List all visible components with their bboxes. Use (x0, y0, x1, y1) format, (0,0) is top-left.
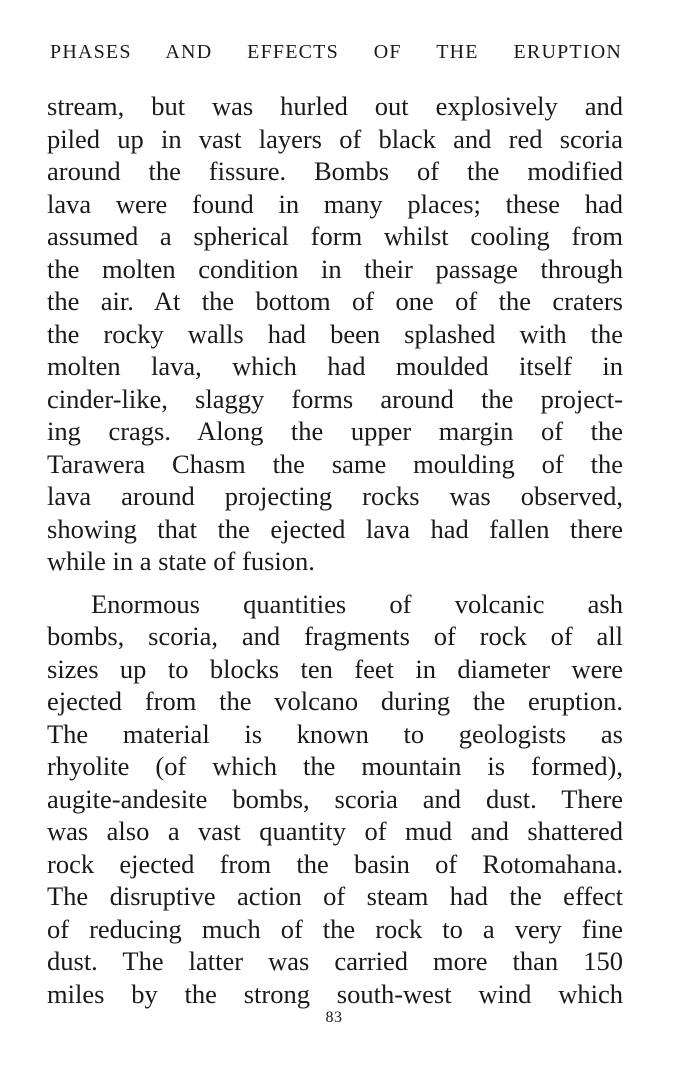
text-line: lava were found in many places; these had (47, 188, 623, 219)
text-line: while in a state of fusion. (47, 546, 315, 576)
text-line: of reducing much of the rock to a very fine (47, 913, 623, 944)
text-line: Enormous quantities of volcanic ash (91, 588, 623, 619)
text-line: the molten condition in their passage through (47, 253, 623, 284)
text-line: rock ejected from the basin of Rotomahana. (47, 848, 623, 879)
text-line: showing that the ejected lava had fallen there (47, 513, 623, 544)
text-line: around the fissure. Bombs of the modified (47, 156, 623, 186)
paragraph (47, 90, 623, 578)
text-line: molten lava, which had moulded itself in (47, 351, 623, 381)
text-line: was also a vast quantity of mud and shattered (47, 816, 623, 846)
paragraph-gap (47, 578, 623, 588)
text-line: rhyolite (of which the mountain is formed), (47, 751, 623, 781)
text-line: ing crags. Along the upper margin of the (47, 416, 623, 446)
text-line: The material is known to geologists as (47, 718, 623, 749)
text-line: lava around projecting rocks was observed, (47, 481, 623, 511)
text-line: stream, but was hurled out explosively and (47, 91, 623, 121)
text-line: The disruptive action of steam had the effect (47, 881, 623, 911)
running-head: PHASES AND EFFECTS OF THE ERUPTION (50, 41, 622, 63)
text-line: ejected from the volcano during the eruption. (47, 686, 623, 716)
text-line: the rocky walls had been splashed with the (47, 318, 623, 349)
paragraph (47, 588, 623, 1011)
page-number: 83 (325, 1009, 343, 1026)
text-line: miles by the strong south-west wind which (47, 978, 623, 1009)
text-line: bombs, scoria, and fragments of rock of all (47, 621, 623, 651)
text-line: cinder-like, slaggy forms around the project- (47, 383, 623, 414)
text-line: piled up in vast layers of black and red scoria (47, 123, 623, 154)
text-line: augite-andesite bombs, scoria and dust. There (47, 783, 623, 814)
text-line: assumed a spherical form whilst cooling from (47, 221, 623, 251)
body-text (47, 90, 623, 1010)
text-line: sizes up to blocks ten feet in diameter were (47, 653, 623, 684)
text-line: the air. At the bottom of one of the craters (47, 286, 623, 316)
text-line: Tarawera Chasm the same moulding of the (47, 448, 623, 479)
text-line: dust. The latter was carried more than 150 (47, 946, 623, 976)
